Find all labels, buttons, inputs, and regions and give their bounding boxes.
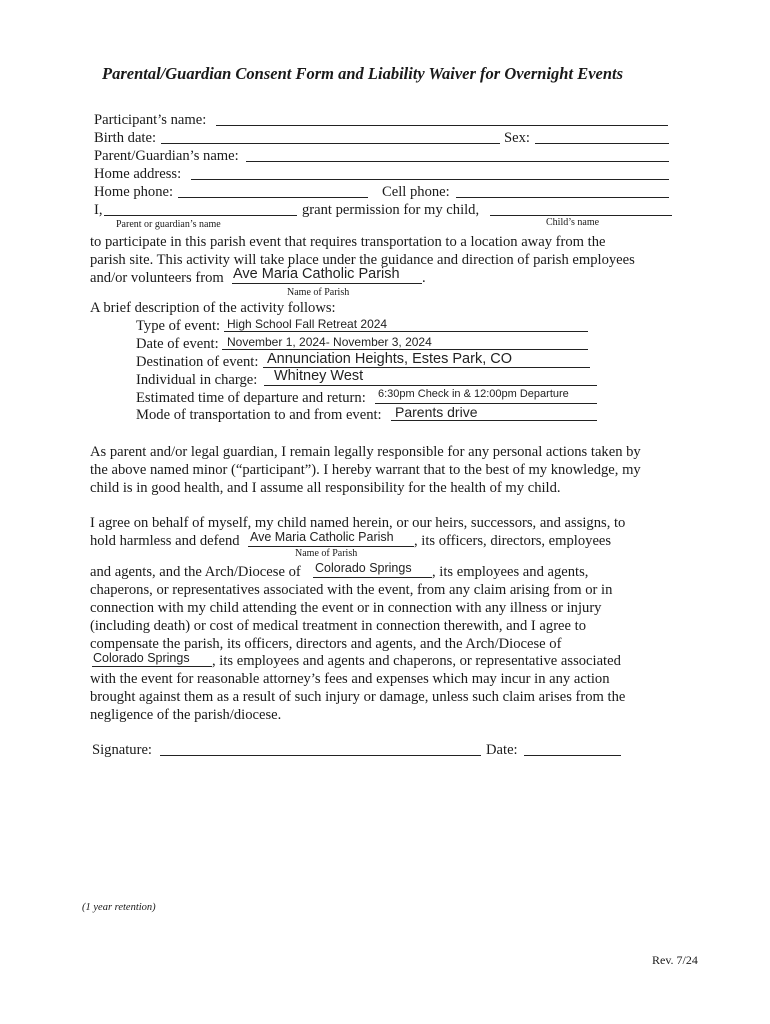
home-address-label: Home address:: [94, 166, 182, 182]
waiver-line-1: I agree on behalf of myself, my child named herein, or our heirs, successors, and assigns, to: [90, 515, 626, 531]
transport-label: Mode of transportation to and from event:: [136, 407, 382, 423]
intro-line-3-suffix: .: [422, 270, 426, 286]
waiver-parish-caption: Name of Parish: [295, 548, 358, 559]
destination-label: Destination of event:: [136, 354, 259, 370]
waiver-diocese-field[interactable]: Colorado Springs: [315, 561, 412, 575]
event-date-line: [222, 349, 588, 350]
home-phone-label: Home phone:: [94, 184, 174, 200]
parent-caption: Parent or guardian’s name: [116, 219, 221, 230]
child-caption: Child’s name: [546, 217, 600, 228]
event-type-line: [224, 331, 588, 332]
signature-field[interactable]: [160, 755, 481, 756]
form-title: Parental/Guardian Consent Form and Liability Waiver for Overnight Events: [102, 64, 624, 83]
birth-date-field[interactable]: [161, 143, 500, 144]
waiver-line-8-suffix: , its employees and agents and chaperons, or representative associated: [212, 653, 621, 669]
sex-field[interactable]: [535, 143, 669, 144]
waiver-line-9: with the event for reasonable attorney’s fees and expenses which may incur in any action: [90, 671, 610, 687]
waiver-line-7: compensate the parish, its officers, directors and agents, and the Arch/Diocese of: [90, 636, 562, 652]
waiver-line-2-suffix: , its officers, directors, employees: [414, 533, 612, 549]
individual-field[interactable]: Whitney West: [274, 368, 364, 384]
waiver-parish-line: [248, 546, 414, 547]
sex-label: Sex:: [504, 130, 530, 146]
waiver-line-11: negligence of the parish/diocese.: [90, 707, 282, 723]
cell-phone-label: Cell phone:: [382, 184, 450, 200]
waiver-parish-field[interactable]: Ave Maria Catholic Parish: [250, 530, 394, 544]
intro-parish-field-line: [232, 283, 422, 284]
child-name-field[interactable]: [490, 215, 672, 216]
intro-line-3-prefix: and/or volunteers from: [90, 270, 224, 286]
event-date-label: Date of event:: [136, 336, 219, 352]
signature-date-field[interactable]: [524, 755, 621, 756]
individual-line: [264, 385, 597, 386]
guardian-name-field[interactable]: [246, 161, 669, 162]
participant-name-field[interactable]: [216, 125, 668, 126]
revision-note: Rev. 7/24: [652, 953, 698, 967]
event-type-label: Type of event:: [136, 318, 221, 334]
intro-parish-field[interactable]: Ave Maria Catholic Parish: [233, 266, 400, 282]
intro-parish-caption: Name of Parish: [287, 287, 350, 298]
retention-note: (1 year retention): [82, 902, 156, 913]
intro-line-1: to participate in this parish event that requires transportation to a location away from the: [90, 234, 606, 250]
i-label: I,: [94, 202, 103, 218]
time-label: Estimated time of departure and return:: [136, 390, 366, 406]
guardian-name-label: Parent/Guardian’s name:: [94, 148, 239, 164]
destination-field[interactable]: Annunciation Heights, Estes Park, CO: [267, 351, 513, 367]
cell-phone-field[interactable]: [456, 197, 669, 198]
intro-line-2: parish site. This activity will take place under the guidance and direction of parish employees: [90, 252, 635, 268]
responsibility-line-1: As parent and/or legal guardian, I remain legally responsible for any personal actions taken by: [90, 444, 641, 460]
waiver-line-5: connection with my child attending the event or in connection with any illness or injury: [90, 600, 602, 616]
waiver-line-6: (including death) or cost of medical treatment in connection therewith, and I agree to: [90, 618, 587, 634]
participant-name-label: Participant’s name:: [94, 112, 207, 128]
home-phone-field[interactable]: [178, 197, 368, 198]
home-address-field[interactable]: [191, 179, 669, 180]
signature-label: Signature:: [92, 742, 152, 758]
event-date-field[interactable]: November 1, 2024- November 3, 2024: [227, 335, 432, 349]
signature-date-label: Date:: [486, 742, 518, 758]
waiver-line-4: chaperons, or representatives associated with the event, from any claim arising from or in: [90, 582, 613, 598]
grant-label: grant permission for my child,: [302, 202, 480, 218]
individual-label: Individual in charge:: [136, 372, 258, 388]
waiver-line-3-suffix: , its employees and agents,: [432, 564, 589, 580]
activity-heading: A brief description of the activity follows:: [90, 300, 336, 316]
waiver-diocese-line: [313, 577, 432, 578]
waiver-line-3-prefix: and agents, and the Arch/Diocese of: [90, 564, 301, 580]
waiver-line-10: brought against them as a result of such injury or damage, unless such claim arises from the: [90, 689, 626, 705]
waiver-diocese2-field[interactable]: Colorado Springs: [93, 651, 190, 665]
transport-line: [391, 420, 597, 421]
waiver-line-2-prefix: hold harmless and defend: [90, 533, 240, 549]
responsibility-line-2: the above named minor (“participant”). I hereby warrant that to the best of my knowledge, my: [90, 462, 641, 478]
time-field[interactable]: 6:30pm Check in & 12:00pm Departure: [378, 388, 569, 400]
event-type-field[interactable]: High School Fall Retreat 2024: [227, 317, 388, 331]
waiver-diocese2-line: [92, 666, 212, 667]
responsibility-line-3: child is in good health, and I assume all responsibility for the health of my child.: [90, 480, 561, 496]
guardian-signature-name-field[interactable]: [104, 215, 297, 216]
transport-field[interactable]: Parents drive: [395, 404, 478, 420]
birth-date-label: Birth date:: [94, 130, 157, 146]
